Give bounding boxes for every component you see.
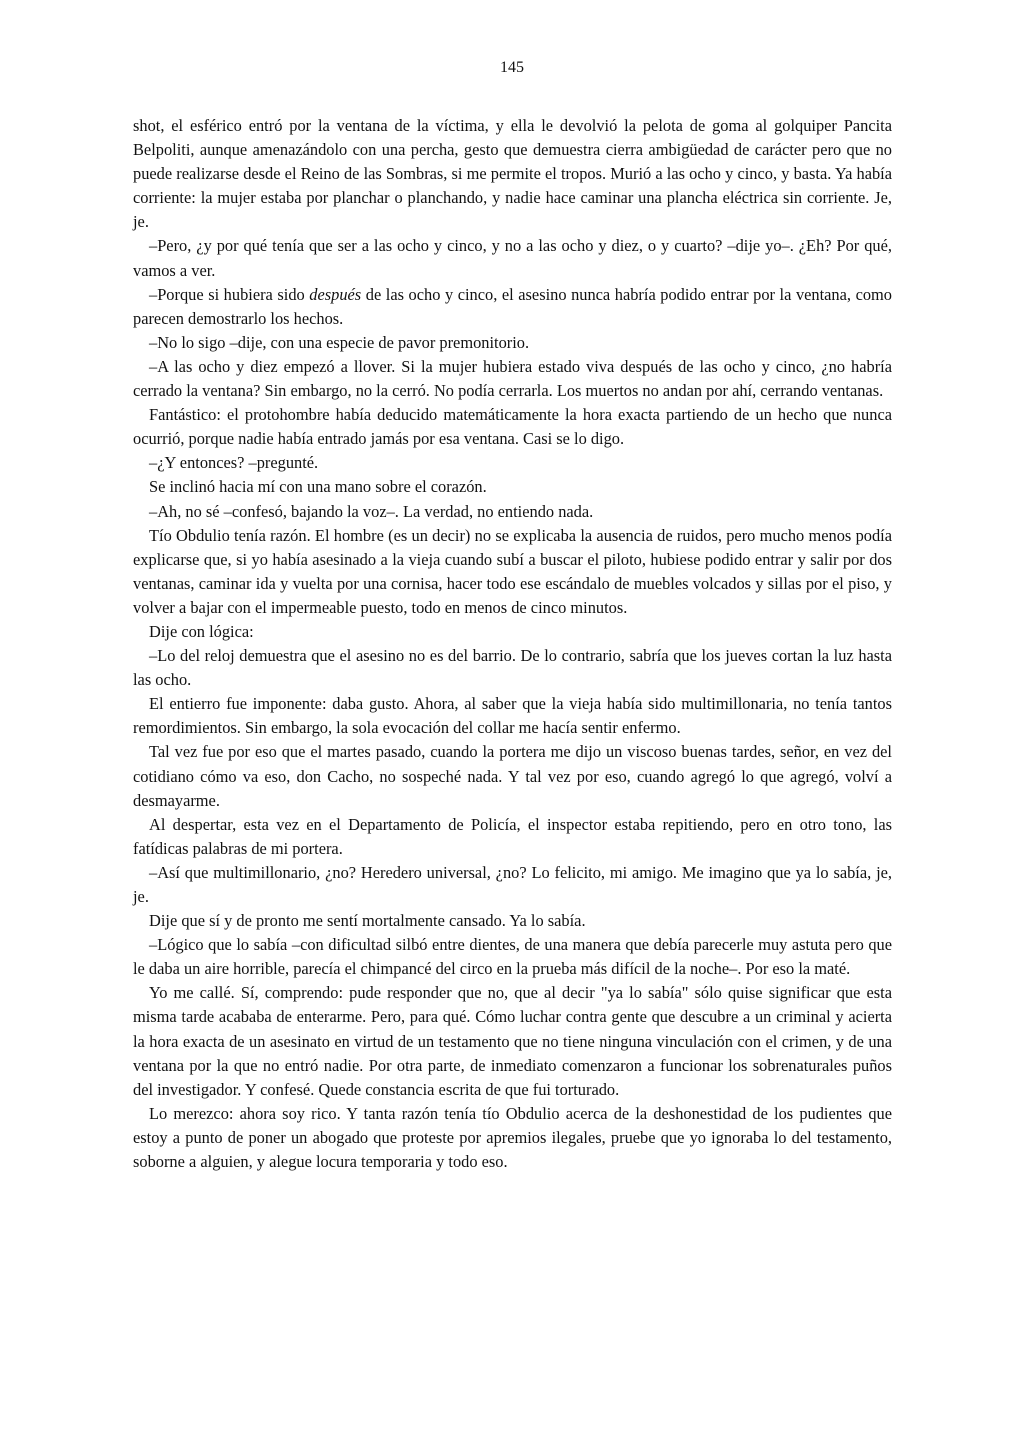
page-number: 145 bbox=[500, 59, 524, 76]
paragraph: Lo merezco: ahora soy rico. Y tanta razón tenía tío Obdulio acerca de la deshonestidad de los pudientes que estoy a punto de poner un abogado que proteste por apremios ilegales, pruebe que yo ignoraba lo del testamento, soborne a alguien, y alegue locura temporaria y todo eso. bbox=[133, 1103, 892, 1172]
paragraph: –Pero, ¿y por qué tenía que ser a las ocho y cinco, y no a las ocho y diez, o y cuarto? –dije yo–. ¿Eh? Por qué, vamos a ver. bbox=[133, 236, 892, 280]
paragraph: –¿Y entonces? –pregunté. bbox=[149, 453, 319, 473]
paragraph: –Lógico que lo sabía –con dificultad silbó entre dientes, de una manera que debía parecerle muy astuta pero que le daba un aire horrible, parecía el chimpancé del circo en la prueba más difícil de la noche–. Por eso la maté. bbox=[133, 935, 892, 979]
paragraph-text: –Porque si hubiera sido bbox=[149, 284, 310, 304]
paragraph: –Así que multimillonario, ¿no? Heredero universal, ¿no? Lo felicito, mi amigo. Me imagino que ya lo sabía, je, je. bbox=[133, 862, 892, 906]
paragraph: Yo me callé. Sí, comprendo: pude responder que no, que al decir "ya lo sabía" sólo quise significar que esta misma tarde acababa de enterarme. Pero, para qué. Cómo luchar contra gente que descubre a un criminal y acierta la hora exacta de un asesinato en virtud de un testamento que no tiene ninguna vinculación con el crimen, y de una ventana por la que no entró nadie. Por otra parte, de inmediato comenzaron a funcionar los sobrenaturales puños del investigador. Y confesé. Quede constancia escrita de que fui torturado. bbox=[133, 983, 892, 1099]
paragraph: Tío Obdulio tenía razón. El hombre (es un decir) no se explicaba la ausencia de ruidos, pero mucho menos podía explicarse que, si yo había asesinado a la vieja cuando subí a buscar el piloto, hubiese podido entrar y salir por dos ventanas, caminar ida y vuelta por una cornisa, hacer todo ese escándalo de muebles volcados y sillas por el piso, y volver a bajar con el impermeable puesto, todo en menos de cinco minutos. bbox=[133, 525, 892, 617]
emphasis-text: después bbox=[309, 284, 362, 304]
paragraph: –Ah, no sé –confesó, bajando la voz–. La verdad, no entiendo nada. bbox=[149, 501, 594, 521]
paragraph: Dije con lógica: bbox=[149, 621, 254, 641]
paragraph: shot, el esférico entró por la ventana de la víctima, y ella le devolvió la pelota de goma al golquiper Pancita Belpoliti, aunque amenazándolo con una percha, gesto que demuestra cierra ambigüedad de carácter pero que no puede realizarse desde el Reino de las Sombras, si me permite el tropos. Murió a las ocho y cinco, y basta. Ya había corriente: la mujer estaba por planchar o planchando, y nadie hace caminar una plancha eléctrica sin corriente. Je, je. bbox=[133, 116, 892, 232]
paragraph: Se inclinó hacia mí con una mano sobre el corazón. bbox=[149, 477, 487, 497]
paragraph: El entierro fue imponente: daba gusto. Ahora, al saber que la vieja había sido multimillonaria, no tenía tantos remordimientos. Sin embargo, la sola evocación del collar me hacía sentir enfermo. bbox=[133, 694, 892, 738]
paragraph: Dije que sí y de pronto me sentí mortalmente cansado. Ya lo sabía. bbox=[149, 911, 586, 931]
paragraph: Fantástico: el protohombre había deducido matemáticamente la hora exacta partiendo de un hecho que nunca ocurrió, porque nadie había entrado jamás por esa ventana. Casi se lo digo. bbox=[133, 405, 892, 449]
paragraph: Al despertar, esta vez en el Departamento de Policía, el inspector estaba repitiendo, pero en otro tono, las fatídicas palabras de mi portera. bbox=[133, 814, 892, 858]
paragraph-text: de las ocho y cinco, el asesino nunca habría podido entrar por la ventana, como parecen demostrarlo los hechos. bbox=[133, 284, 892, 328]
body-text bbox=[133, 114, 892, 1174]
paragraph: –No lo sigo –dije, con una especie de pavor premonitorio. bbox=[149, 332, 530, 352]
paragraph: Tal vez fue por eso que el martes pasado, cuando la portera me dijo un viscoso buenas tardes, señor, en vez del cotidiano cómo va eso, don Cacho, no sospeché nada. Y tal vez por eso, cuando agregó lo que agregó, volví a desmayarme. bbox=[133, 742, 892, 810]
paragraph: –A las ocho y diez empezó a llover. Si la mujer hubiera estado viva después de las ocho y cinco, ¿no habría cerrado la ventana? Sin embargo, no la cerró. No podía cerrarla. Los muertos no andan por ahí, cerrando ventanas. bbox=[133, 356, 892, 401]
paragraph: –Lo del reloj demuestra que el asesino no es del barrio. De lo contrario, sabría que los jueves cortan la luz hasta las ocho. bbox=[133, 646, 892, 690]
paragraph bbox=[133, 283, 892, 331]
